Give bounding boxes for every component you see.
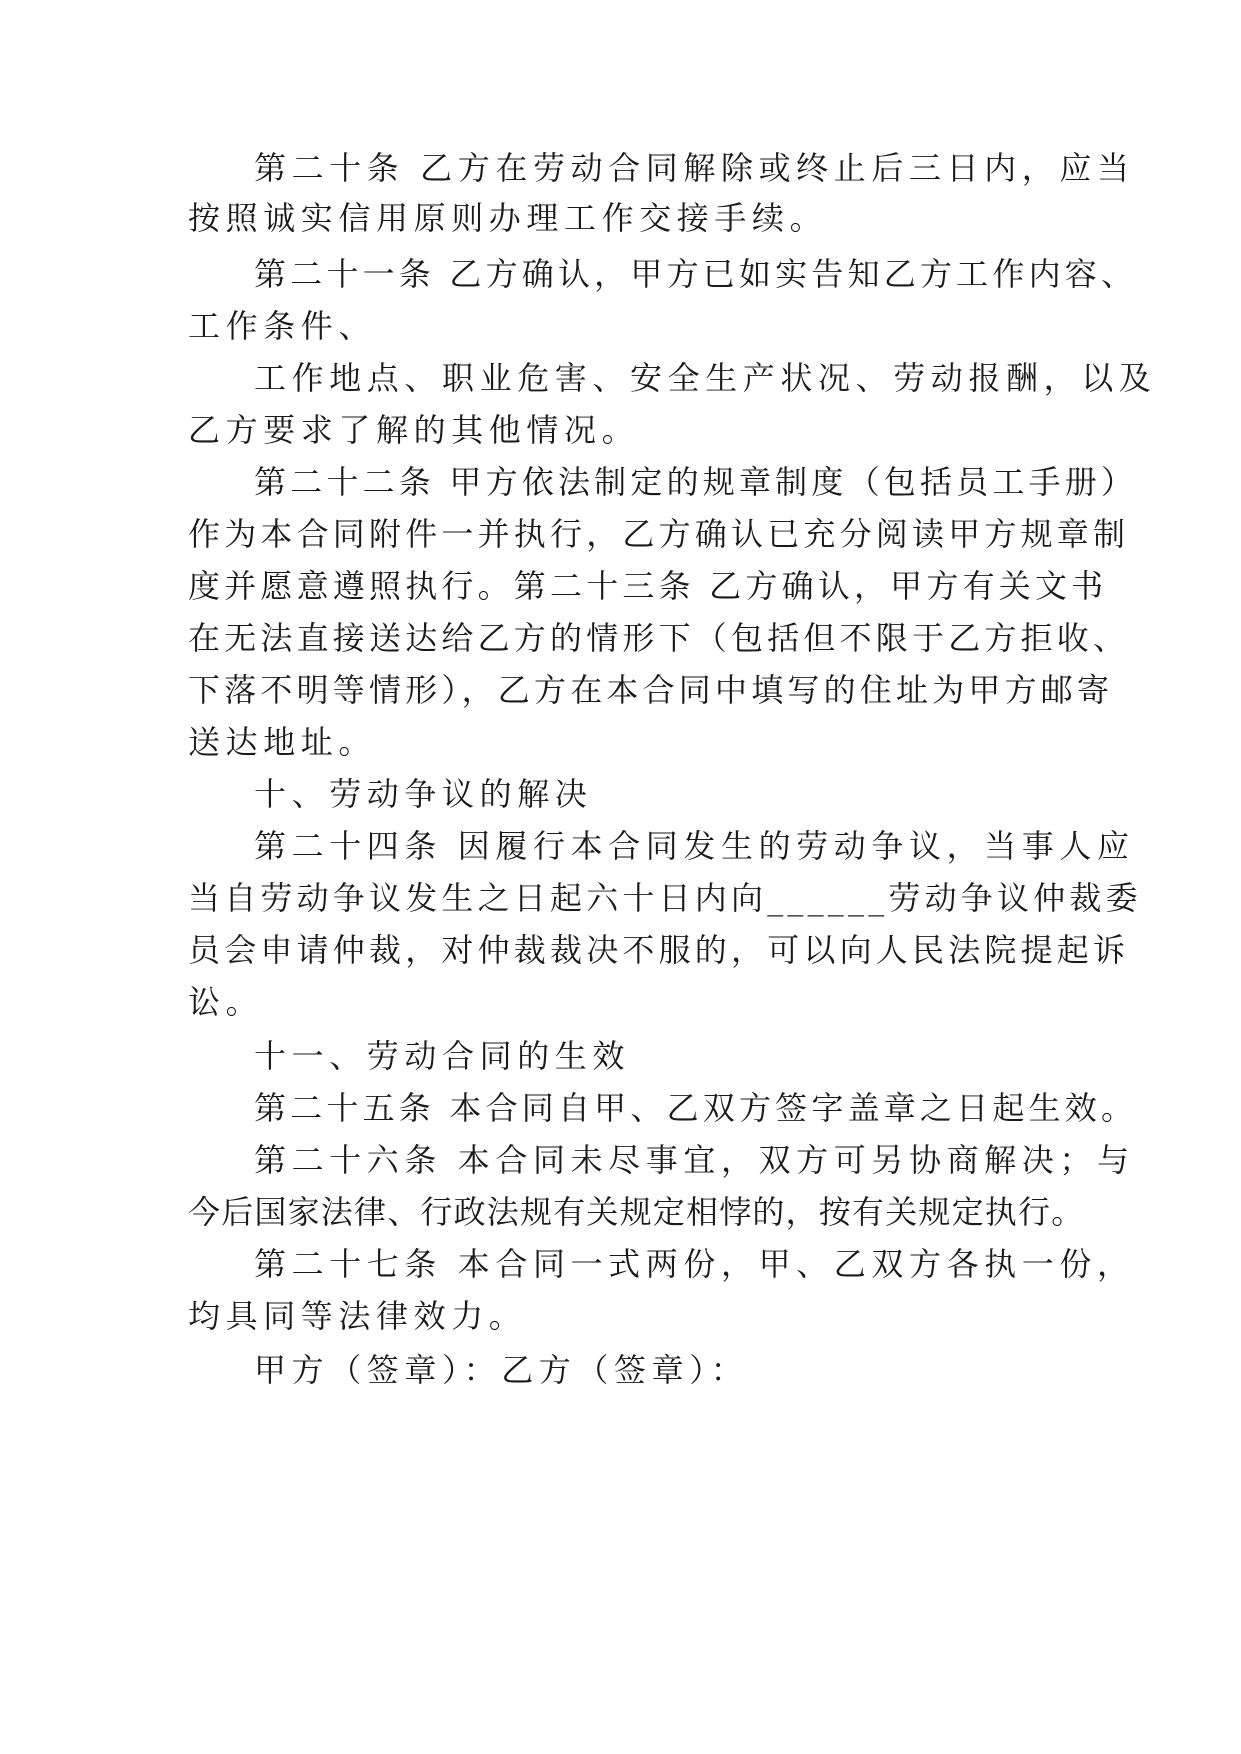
- article-23-line-2: 下落不明等情形），乙方在本合同中填写的住址为甲方邮寄: [188, 671, 1114, 709]
- article-23-line-1: 在无法直接送达给乙方的情形下（包括但不限于乙方拒收、: [188, 619, 1130, 657]
- article-21-line-3: 工作地点、职业危害、安全生产状况、劳动报酬，以及: [254, 359, 1157, 397]
- article-22-line-2: 作为本合同附件一并执行，乙方确认已充分阅读甲方规章制: [188, 515, 1130, 553]
- article-20-line-2: 按照诚实信用原则办理工作交接手续。: [188, 199, 828, 237]
- article-27-line-2: 均具同等法律效力。: [188, 1297, 527, 1335]
- article-20-line-1: 第二十条 乙方在劳动合同解除或终止后三日内，应当: [254, 149, 1135, 187]
- article-26-line-2: 今后国家法律、行政法规有关规定相悖的，按有关规定执行。: [188, 1193, 1085, 1231]
- article-27-line-1: 第二十七条 本合同一式两份，甲、乙双方各执一份，: [254, 1245, 1135, 1283]
- article-24-line-4: 讼。: [188, 983, 264, 1021]
- article-21-line-1: 第二十一条 乙方确认，甲方已如实告知乙方工作内容、: [254, 255, 1138, 293]
- article-23-line-3: 送达地址。: [188, 723, 377, 761]
- article-22-line-1: 第二十二条 甲方依法制定的规章制度（包括员工手册）: [254, 463, 1138, 501]
- section-10-heading: 十、劳动争议的解决: [254, 775, 593, 813]
- article-24-line-2: 当自劳动争议发生之日起六十日内向______劳动争议仲裁委: [188, 879, 1142, 917]
- article-25-line-1: 第二十五条 本合同自甲、乙双方签字盖章之日起生效。: [254, 1089, 1138, 1127]
- article-24-line-3: 员会申请仲裁，对仲裁裁决不服的，可以向人民法院提起诉: [188, 931, 1130, 969]
- signature-line: 甲方（签章）：乙方（签章）：: [254, 1351, 749, 1389]
- article-21-line-2: 工作条件、: [188, 307, 377, 345]
- section-11-heading: 十一、劳动合同的生效: [254, 1037, 631, 1075]
- article-21-line-4: 乙方要求了解的其他情况。: [188, 411, 640, 449]
- article-22-line-3: 度并愿意遵照执行。第二十三条 乙方确认，甲方有关文书: [188, 567, 1108, 605]
- article-24-line-1: 第二十四条 因履行本合同发生的劳动争议，当事人应: [254, 827, 1135, 865]
- article-26-line-1: 第二十六条 本合同未尽事宜，双方可另协商解决；与: [254, 1141, 1135, 1179]
